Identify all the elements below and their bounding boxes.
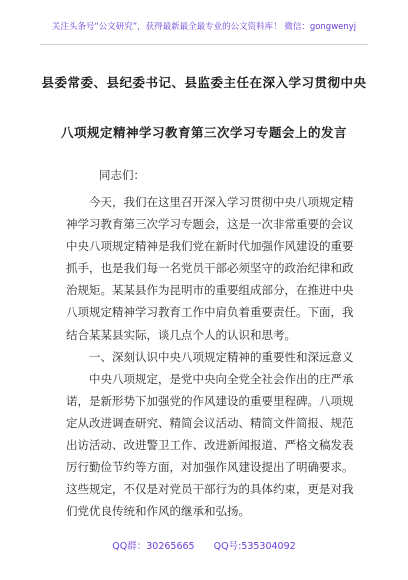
- footer-qq-group: QQ群：30265665: [112, 541, 195, 552]
- body-line: 抓手，也是我们每一名党员干部必须坚守的政治纪律和政: [66, 261, 354, 276]
- footer-qq-number: QQ号:535304092: [213, 541, 296, 552]
- body-line: 结合某某县实际，谈几点个人的认识和思考。: [66, 327, 296, 342]
- body-line: 神学习教育第三次学习专题会，这是一次非常重要的会议: [66, 217, 354, 232]
- footer-contact: [0, 538, 408, 552]
- body-line: 中央八项规定，是党中央向全党全社会作出的庄严承: [89, 371, 354, 386]
- salutation: 同志们：: [99, 168, 145, 182]
- document-title-line-2: 八项规定精神学习教育第三次学习专题会上的发言: [60, 125, 347, 140]
- body-line: 诺，是新形势下加强党的作风建设的重要里程碑。八项规: [66, 393, 354, 408]
- section-heading: 一、深刻认识中央八项规定精神的重要性和深远意义: [89, 349, 354, 364]
- header-divider: [40, 44, 368, 45]
- body-line: 定从改进调查研究、精简会议活动、精简文件简报、规范: [66, 415, 354, 430]
- body-line: 厉行勤俭节约等方面，对加强作风建设提出了明确要求。: [66, 460, 354, 475]
- body-line: 中央八项规定精神是我们党在新时代加强作风建设的重要: [66, 239, 354, 254]
- body-line: 这些规定，不仅是对党员干部行为的具体约束，更是对我: [66, 482, 354, 497]
- body-line: 八项规定精神学习教育工作中肩负着重要责任。下面，我: [66, 305, 354, 320]
- body-line: 治规矩。某某县作为昆明市的重要组成部分，在推进中央: [66, 283, 354, 298]
- body-line: 们党优良传统和作风的继承和弘扬。: [66, 504, 250, 519]
- document-body: [66, 191, 354, 522]
- promo-banner: 关注头条号“公文研究”，获得最新最全最专业的公文资料库！ 微信：gongwenyj: [51, 22, 357, 32]
- body-line: 今天，我们在这里召开深入学习贯彻中央八项规定精: [89, 195, 354, 209]
- body-line: 出访活动、改进警卫工作、改进新闻报道、严格文稿发表: [66, 438, 354, 453]
- document-title-line-1: 县委常委、县纪委书记、县监委主任在深入学习贯彻中央: [41, 75, 367, 90]
